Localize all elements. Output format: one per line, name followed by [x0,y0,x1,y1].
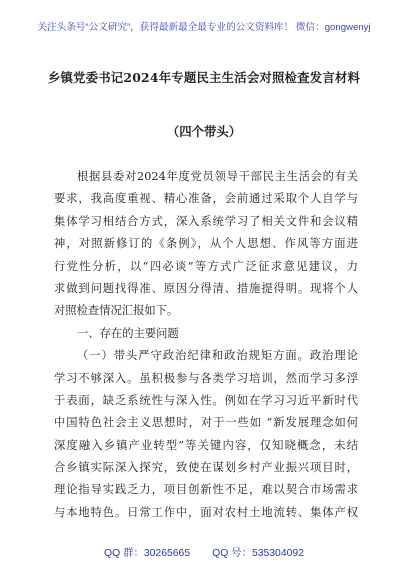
body-line: 一、存在的主要问题 [77,326,179,340]
footer-qq-number: QQ 号：535304092 [212,548,304,559]
body-line: 学习不够深入。虽积极参与各类学习培训，然而学习多浮 [54,371,358,385]
body-line: 于表面，缺乏系统性与深入性。例如在学习习近平新时代 [54,393,358,407]
body-line: 行党性分析，以“四必谈”等方式广泛征求意见建议，力 [54,259,358,273]
document-subtitle: （四个带头） [166,124,242,139]
footer-contact [0,544,408,559]
header-banner: 关注头条号“公文研究”，获得最新最全最专业的公文资料库！ 微信：gongwenyj [37,22,371,33]
document-body [54,166,358,524]
body-line: 根据县委对2024年度党员领导干部民主生活会的有关 [77,170,358,183]
body-line: 求做到问题找得准、原因分得清、措施提得明。现将个人 [54,281,358,295]
body-line: （一）带头严守政治纪律和政治规矩方面。政治理论 [77,349,358,363]
body-line: 神，对照新修订的《条例》，从个人思想、作风等方面进 [54,237,358,251]
document-title: 乡镇党委书记2024年专题民主生活会对照检查发言材料 [47,70,361,85]
body-line: 中国特色社会主义思想时，对于一些如 “新发展理念如何 [54,416,358,430]
body-line: 与本地特色。日常工作中，面对农村土地流转、集体产权 [54,505,358,519]
body-line: 集体学习相结合方式，深入系统学习了相关文件和会议精 [54,214,358,228]
body-line: 合乡镇实际深入探究，致使在谋划乡村产业振兴项目时， [54,461,358,475]
body-line: 理论指导实践乏力，项目创新性不足，难以契合市场需求 [54,483,358,497]
footer-qq-group: QQ 群：30265665 [104,548,191,559]
body-line: 要求，我高度重视、精心准备，会前通过采取个人自学与 [54,192,358,206]
body-line: 对照检查情况汇报如下。 [54,304,179,318]
body-line: 深度融入乡镇产业转型”等关键内容，仅知晓概念，未结 [54,438,358,452]
